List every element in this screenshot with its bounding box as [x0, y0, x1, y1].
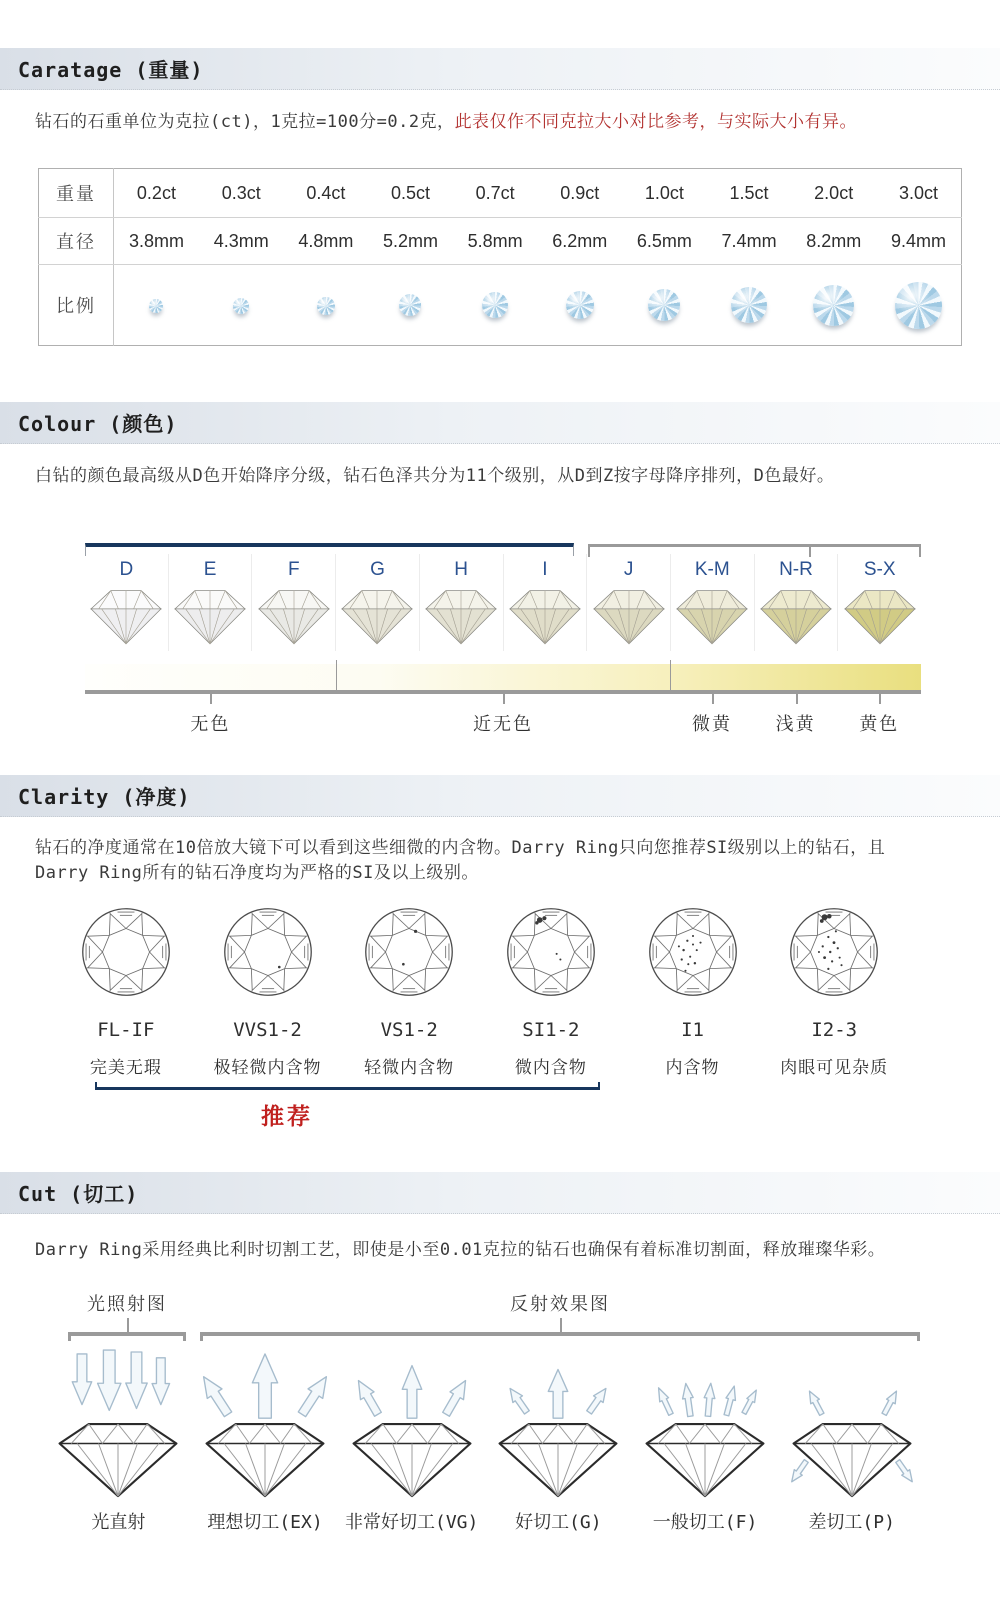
colour-intro: 白钻的颜色最高级从D色开始降序分级，钻石色泽共分为11个级别，从D到Z按字母降序排列，D色最好。 — [35, 466, 835, 486]
cut-grade-item — [45, 1348, 192, 1534]
clarity-grade-code: VS1-2 — [380, 1019, 438, 1041]
colour-grade-column — [754, 554, 838, 651]
clarity-plot-icon — [221, 905, 315, 999]
table-cell: 9.4mm — [876, 218, 961, 265]
table-cell: 2.0ct — [791, 169, 876, 218]
cut-grade-label: 一般切工(F) — [652, 1512, 758, 1533]
table-cell — [876, 265, 961, 346]
table-cell: 4.3mm — [199, 218, 284, 265]
carat-scale-diamond-icon — [648, 289, 680, 321]
cut-grade-item — [778, 1348, 925, 1534]
table-cell — [453, 265, 538, 346]
clarity-recommend-bracket — [95, 1082, 600, 1090]
table-cell: 0.9ct — [537, 169, 622, 218]
clarity-plot-icon — [504, 905, 598, 999]
colour-grade-scale — [85, 538, 921, 753]
clarity-grade-code: I1 — [681, 1019, 704, 1041]
colour-grade-letter: F — [287, 559, 300, 580]
colour-grade-column — [168, 554, 252, 651]
table-cell — [537, 265, 622, 346]
clarity-grade-desc: 轻微内含物 — [364, 1058, 455, 1078]
clarity-title: Clarity (净度) — [18, 785, 191, 809]
clarity-grade-desc: 微内含物 — [514, 1058, 587, 1078]
colour-diamond-icon — [172, 586, 248, 647]
clarity-grade-desc: 完美无瑕 — [89, 1058, 162, 1078]
colour-grade-column — [251, 554, 335, 651]
table-cell: 3.0ct — [876, 169, 961, 218]
colour-grade-letter: N-R — [779, 559, 813, 580]
table-cell: 8.2mm — [791, 218, 876, 265]
colour-diamond-icon — [88, 586, 164, 647]
clarity-plot-icon — [787, 905, 881, 999]
colour-grade-letter: S-X — [863, 559, 896, 580]
carat-scale-diamond-icon — [731, 287, 767, 323]
colour-grade-letter: K-M — [694, 559, 730, 580]
clarity-grade-item — [197, 905, 339, 1078]
clarity-grade-code: I2-3 — [811, 1019, 858, 1041]
table-cell: 6.2mm — [537, 218, 622, 265]
clarity-grade-desc: 极轻微内含物 — [213, 1058, 322, 1078]
colour-grade-column — [670, 554, 754, 651]
table-cell: 0.3ct — [199, 169, 284, 218]
clarity-grade-code: FL-IF — [97, 1019, 155, 1041]
table-cell — [284, 265, 369, 346]
cut-diagram-icon — [632, 1348, 778, 1502]
light-incidence-group-label: 光照射图 — [87, 1294, 167, 1315]
colour-diamond-icon — [591, 586, 667, 647]
colour-grade-column — [837, 554, 921, 651]
clarity-grade-item — [55, 905, 197, 1078]
table-cell: 0.7ct — [453, 169, 538, 218]
cut-grade-label: 差切工(P) — [808, 1512, 895, 1533]
colour-grade-letter: H — [454, 559, 469, 580]
colour-diamond-icon — [842, 586, 918, 647]
colour-title: Colour (颜色) — [18, 412, 178, 436]
table-cell: 4.8mm — [284, 218, 369, 265]
table-cell: 0.4ct — [284, 169, 369, 218]
colour-grade-letter: I — [542, 559, 548, 580]
table-cell: 1.5ct — [707, 169, 792, 218]
colour-grade-letter: E — [203, 559, 217, 580]
clarity-plot-icon — [362, 905, 456, 999]
cut-grade-label: 光直射 — [91, 1512, 146, 1533]
clarity-grade-code: SI1-2 — [522, 1019, 580, 1041]
colour-grade-letter: G — [370, 559, 385, 580]
carat-scale-diamond-icon — [317, 297, 335, 315]
colour-grade-letter: D — [119, 559, 134, 580]
clarity-grade-item — [338, 905, 480, 1078]
carat-scale-diamond-icon — [233, 298, 249, 314]
reflection-effect-bracket — [200, 1332, 920, 1341]
clarity-grade-desc: 肉眼可见杂质 — [780, 1058, 889, 1078]
cut-items-row — [45, 1348, 925, 1534]
cut-grade-item — [338, 1348, 485, 1534]
table-row-label: 重量 — [39, 169, 114, 218]
caratage-title: Caratage (重量) — [18, 58, 204, 82]
table-cell — [791, 265, 876, 346]
carat-scale-diamond-icon — [895, 282, 942, 329]
table-row-label: 比例 — [39, 265, 114, 346]
colour-zone-label: 黄色 — [859, 714, 900, 735]
cut-intro: Darry Ring采用经典比利时切割工艺，即使是小至0.01克拉的钻石也确保有着标准切割面，释放璀璨华彩。 — [35, 1240, 886, 1260]
yellow-tint-gradient — [85, 664, 921, 690]
cut-grade-label: 好切工(G) — [515, 1512, 602, 1533]
table-cell: 5.2mm — [368, 218, 453, 265]
colour-diamond-icon — [423, 586, 499, 647]
cut-diagram-area — [45, 1288, 925, 1588]
table-cell: 7.4mm — [707, 218, 792, 265]
cut-diagram-icon — [485, 1348, 631, 1502]
carat-scale-diamond-icon — [482, 292, 508, 318]
colour-grade-letter: J — [623, 559, 634, 580]
carat-scale-diamond-icon — [813, 285, 854, 326]
clarity-grade-item — [763, 905, 905, 1078]
table-cell: 0.2ct — [114, 169, 199, 218]
caratage-table-body — [39, 169, 962, 346]
caratage-intro — [35, 110, 965, 135]
cut-grade-label: 非常好切工(VG) — [345, 1512, 479, 1533]
colour-diamond-icon — [674, 586, 750, 647]
reflection-effect-group-label: 反射效果图 — [510, 1294, 610, 1315]
clarity-plot-icon — [79, 905, 173, 999]
table-cell — [368, 265, 453, 346]
caratage-intro-text: 钻石的石重单位为克拉(ct)，1克拉=100分=0.2克， — [35, 112, 455, 132]
cut-diagram-icon — [339, 1348, 485, 1502]
colour-grade-row — [85, 554, 921, 651]
recommend-label: 推荐 — [261, 1104, 313, 1130]
table-cell: 5.8mm — [453, 218, 538, 265]
table-cell — [707, 265, 792, 346]
table-cell: 3.8mm — [114, 218, 199, 265]
colour-diamond-icon — [339, 586, 415, 647]
clarity-grade-desc: 内含物 — [665, 1058, 720, 1078]
cut-grade-item — [485, 1348, 632, 1534]
clarity-grade-item — [622, 905, 764, 1078]
caratage-section-header — [0, 48, 1000, 90]
caratage-table — [38, 168, 962, 346]
colour-grade-column — [85, 554, 168, 651]
table-cell: 6.5mm — [622, 218, 707, 265]
colour-grade-column — [503, 554, 587, 651]
cut-grade-item — [632, 1348, 779, 1534]
cut-diagram-icon — [45, 1348, 191, 1502]
clarity-grade-row — [55, 905, 905, 1078]
caratage-intro-note: 此表仅作不同克拉大小对比参考，与实际大小有异。 — [454, 112, 858, 132]
cut-title: Cut (切工) — [18, 1182, 139, 1206]
table-cell: 0.5ct — [368, 169, 453, 218]
colour-zone-label: 浅黄 — [775, 714, 816, 735]
colour-zone-label: 微黄 — [692, 714, 732, 735]
colour-zone-label: 近无色 — [473, 714, 533, 735]
table-cell: 1.0ct — [622, 169, 707, 218]
cut-grade-item — [192, 1348, 339, 1534]
colour-section-header — [0, 402, 1000, 444]
colour-zone-label: 无色 — [190, 714, 231, 735]
cut-grade-label: 理想切工(EX) — [207, 1512, 323, 1533]
colour-diamond-icon — [507, 586, 583, 647]
cut-diagram-icon — [192, 1348, 338, 1502]
clarity-intro: 钻石的净度通常在10倍放大镜下可以看到这些细微的内含物。Darry Ring只向您推荐SI级别以上的钻石，且 Darry Ring所有的钻石净度均为严格的SI及以上级别。 — [35, 838, 886, 883]
table-cell — [199, 265, 284, 346]
colour-diamond-icon — [758, 586, 834, 647]
table-row-label: 直径 — [39, 218, 114, 265]
colour-grade-column — [586, 554, 670, 651]
carat-scale-diamond-icon — [399, 294, 421, 316]
clarity-grade-code: VVS1-2 — [233, 1019, 302, 1041]
table-cell — [114, 265, 199, 346]
carat-scale-diamond-icon — [566, 291, 594, 319]
table-cell — [622, 265, 707, 346]
colour-zone-bar — [85, 690, 921, 694]
clarity-grade-item — [480, 905, 622, 1078]
carat-scale-diamond-icon — [149, 299, 163, 313]
cut-diagram-icon — [779, 1348, 925, 1502]
clarity-plot-icon — [646, 905, 740, 999]
cut-section-header — [0, 1172, 1000, 1214]
colour-diamond-icon — [256, 586, 332, 647]
colour-grade-column — [335, 554, 419, 651]
light-incidence-bracket — [68, 1332, 186, 1341]
colour-grade-column — [419, 554, 503, 651]
clarity-section-header — [0, 775, 1000, 817]
